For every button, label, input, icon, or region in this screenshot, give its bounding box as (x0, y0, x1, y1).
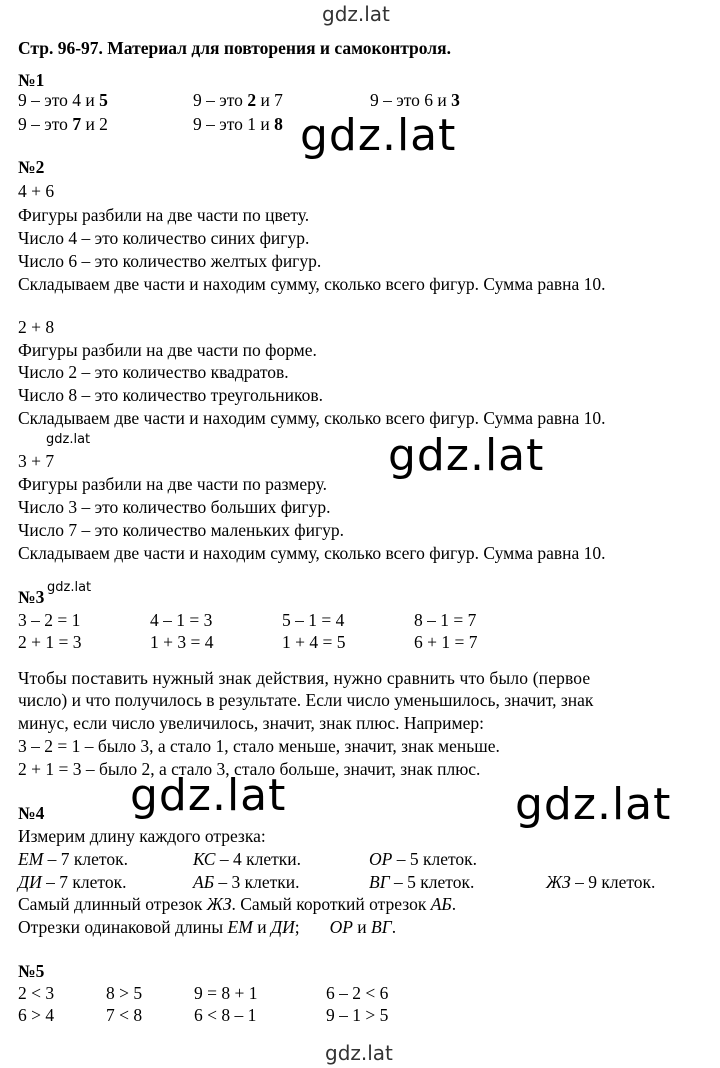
task-3-equation: 1 + 3 = 4 (150, 632, 214, 652)
task-3-paragraph: число) и что получилось в результате. Если число уменьшилось, значит, знак (18, 690, 594, 710)
task-2-heading: №2 (18, 157, 45, 177)
segment-length: ЕМ – 7 клеток. (18, 849, 128, 869)
task-4-conclusion: Самый длинный отрезок ЖЗ. Самый короткий отрезок АБ. (18, 894, 457, 914)
comparison: 2 < 3 (18, 983, 55, 1003)
task-4-heading: №4 (18, 803, 45, 823)
task-3-heading: №3 (18, 587, 45, 607)
task-2-line: Число 8 – это количество треугольников. (18, 385, 323, 405)
watermark-large: gdz.lat (515, 779, 672, 830)
task-2-line: Фигуры разбили на две части по форме. (18, 340, 317, 360)
task-3-equation: 8 – 1 = 7 (414, 610, 477, 630)
segment-length: ДИ – 7 клеток. (18, 872, 127, 892)
task-1-item: 9 – это 2 и 7 (193, 90, 283, 110)
task-1-item: 9 – это 6 и 3 (370, 90, 460, 110)
task-2-expression: 2 + 8 (18, 317, 55, 337)
segment-length: ВГ – 5 клеток. (369, 872, 475, 892)
comparison: 7 < 8 (106, 1005, 143, 1025)
watermark-small: gdz.lat (46, 432, 91, 447)
task-3-paragraph: 3 – 2 = 1 – было 3, а стало 1, стало меньше, значит, знак меньше. (18, 736, 500, 756)
task-2-line: Число 7 – это количество маленьких фигур. (18, 520, 345, 540)
task-1-item: 9 – это 4 и 5 (18, 90, 108, 110)
comparison: 9 = 8 + 1 (194, 983, 258, 1003)
watermark-large: gdz.lat (130, 770, 287, 821)
task-2-expression: 3 + 7 (18, 451, 55, 471)
task-3-paragraph: минус, если число увеличилось, значит, знак плюс. Например: (18, 713, 484, 733)
task-1-heading: №1 (18, 70, 45, 90)
task-2-line: Число 6 – это количество желтых фигур. (18, 251, 322, 271)
watermark-large: gdz.lat (300, 110, 457, 161)
comparison: 9 – 1 > 5 (326, 1005, 389, 1025)
task-2-line: Складываем две части и находим сумму, сколько всего фигур. Сумма равна 10. (18, 408, 606, 428)
task-2-expression: 4 + 6 (18, 181, 55, 201)
segment-length: ОР – 5 клеток. (369, 849, 477, 869)
task-1-item: 9 – это 7 и 2 (18, 114, 108, 134)
task-3-equation: 4 – 1 = 3 (150, 610, 213, 630)
task-3-equation: 2 + 1 = 3 (18, 632, 82, 652)
task-2-line: Число 2 – это количество квадратов. (18, 362, 289, 382)
task-3-paragraph: Чтобы поставить нужный знак действия, нужно сравнить что было (первое (18, 668, 591, 688)
watermark-small: gdz.lat (47, 580, 92, 595)
task-1-item: 9 – это 1 и 8 (193, 114, 283, 134)
task-4-conclusion: Отрезки одинаковой длины ЕМ и ДИ; ОР и ВГ. (18, 917, 397, 937)
comparison: 6 – 2 < 6 (326, 983, 389, 1003)
task-2-line: Складываем две части и находим сумму, сколько всего фигур. Сумма равна 10. (18, 274, 606, 294)
comparison: 8 > 5 (106, 983, 143, 1003)
task-2-line: Число 3 – это количество больших фигур. (18, 497, 331, 517)
page-title: Стр. 96-97. Материал для повторения и самоконтроля. (18, 38, 451, 58)
task-3-equation: 3 – 2 = 1 (18, 610, 81, 630)
watermark-top: gdz.lat (322, 2, 390, 26)
task-2-line: Складываем две части и находим сумму, сколько всего фигур. Сумма равна 10. (18, 543, 606, 563)
watermark-bottom: gdz.lat (325, 1041, 393, 1065)
comparison: 6 < 8 – 1 (194, 1005, 257, 1025)
task-2-line: Число 4 – это количество синих фигур. (18, 228, 310, 248)
segment-length: КС – 4 клетки. (193, 849, 302, 869)
segment-length: ЖЗ – 9 клеток. (546, 872, 656, 892)
comparison: 6 > 4 (18, 1005, 55, 1025)
segment-length: АБ – 3 клетки. (193, 872, 300, 892)
watermark-large: gdz.lat (388, 430, 545, 481)
task-3-equation: 1 + 4 = 5 (282, 632, 346, 652)
task-4-intro: Измерим длину каждого отрезка: (18, 826, 266, 846)
task-2-line: Фигуры разбили на две части по размеру. (18, 474, 328, 494)
task-5-heading: №5 (18, 961, 45, 981)
task-3-paragraph: 2 + 1 = 3 – было 2, а стало 3, стало больше, значит, знак плюс. (18, 759, 481, 779)
task-3-equation: 6 + 1 = 7 (414, 632, 478, 652)
task-2-line: Фигуры разбили на две части по цвету. (18, 205, 310, 225)
task-3-equation: 5 – 1 = 4 (282, 610, 345, 630)
